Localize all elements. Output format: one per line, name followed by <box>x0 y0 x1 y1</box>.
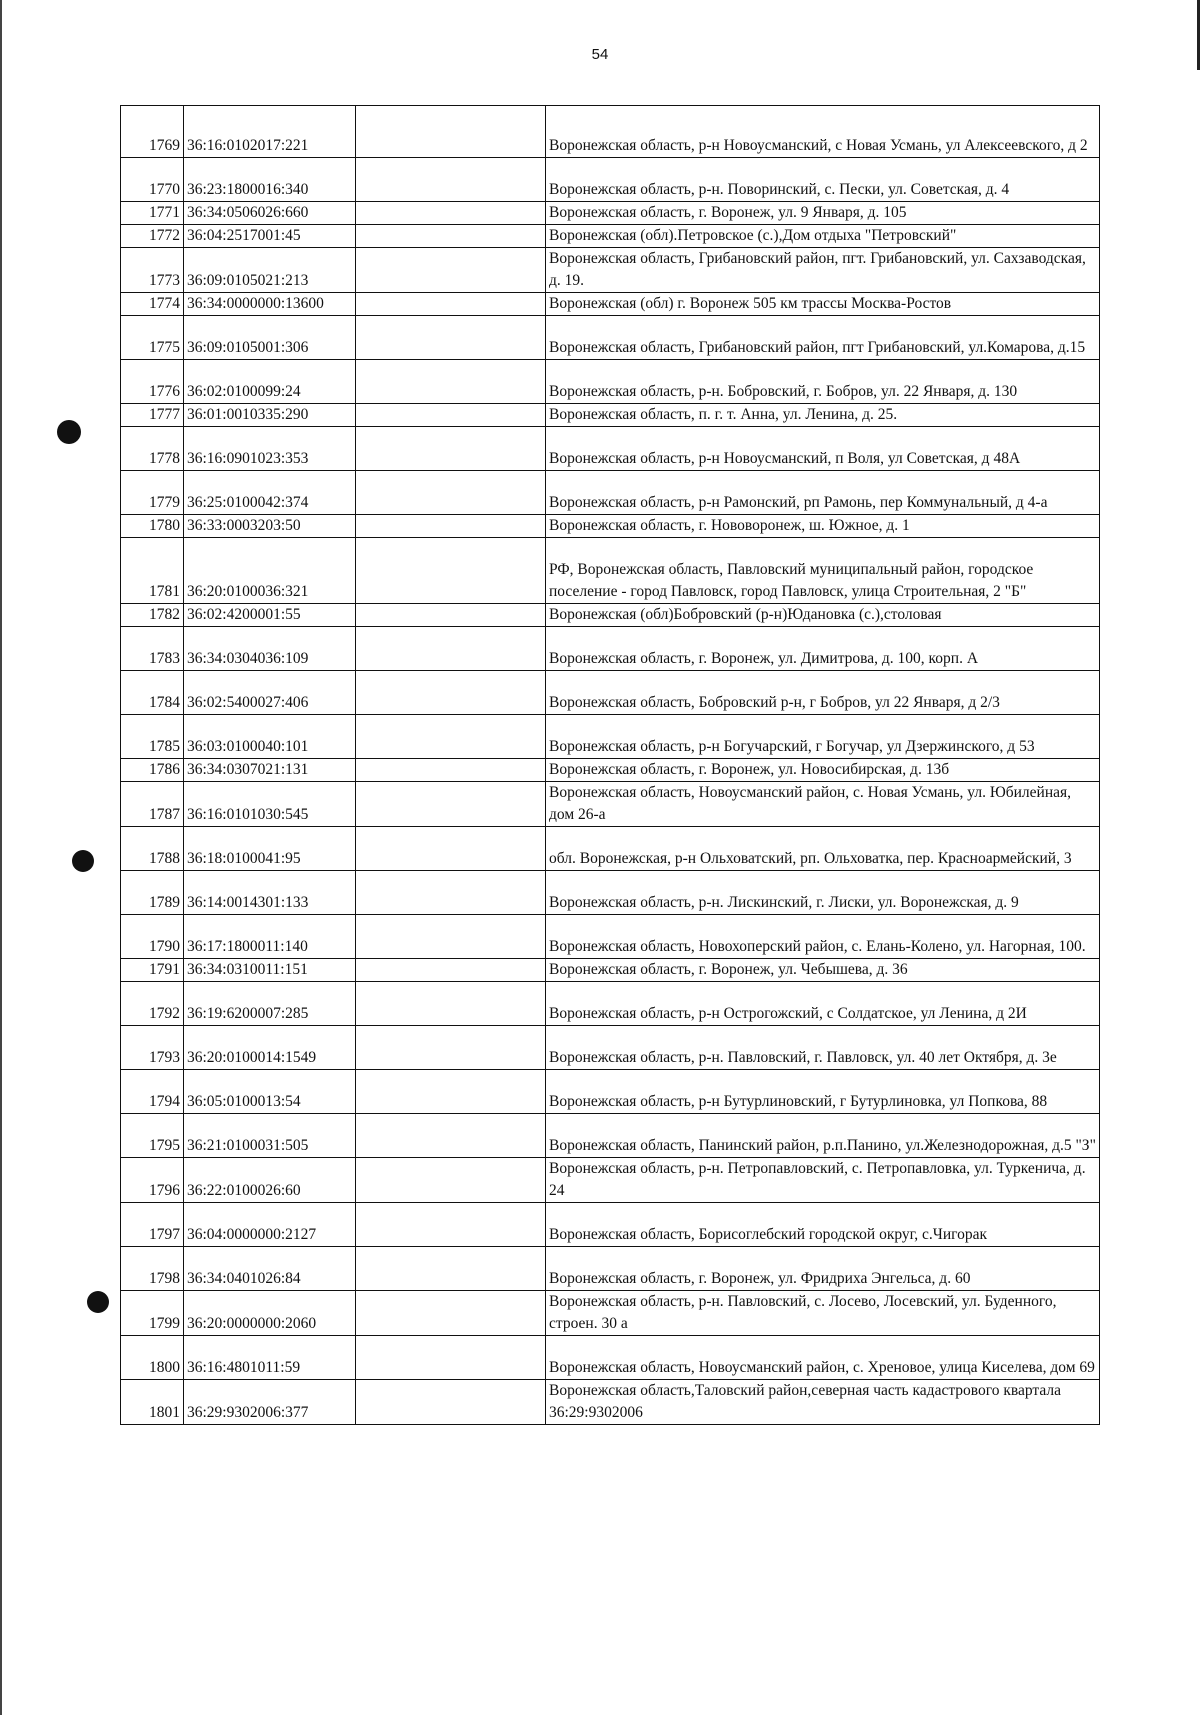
empty-cell <box>356 1070 546 1114</box>
address: Воронежская область, г. Воронеж, ул. 9 Января, д. 105 <box>546 202 1100 225</box>
address: обл. Воронежская, р-н Ольховатский, рп. Ольховатка, пер. Красноармейский, 3 <box>546 827 1100 871</box>
row-number: 1779 <box>121 471 184 515</box>
address: Воронежская область, р-н. Павловский, с. Лосево, Лосевский, ул. Буденного, строен. 30 а <box>546 1291 1100 1336</box>
cadastral-number: 36:17:1800011:140 <box>184 915 356 959</box>
row-number: 1783 <box>121 627 184 671</box>
cadastral-number: 36:02:5400027:406 <box>184 671 356 715</box>
address: Воронежская область, Борисоглебский городской округ, с.Чигорак <box>546 1203 1100 1247</box>
table-row <box>121 293 1100 316</box>
table-row <box>121 158 1100 202</box>
cadastral-number: 36:29:9302006:377 <box>184 1380 356 1425</box>
table-row <box>121 982 1100 1026</box>
cadastral-number: 36:05:0100013:54 <box>184 1070 356 1114</box>
empty-cell <box>356 471 546 515</box>
cadastral-number: 36:34:0310011:151 <box>184 959 356 982</box>
row-number: 1770 <box>121 158 184 202</box>
cadastral-number: 36:34:0506026:660 <box>184 202 356 225</box>
cadastral-number: 36:33:0003203:50 <box>184 515 356 538</box>
address: Воронежская область, р-н Богучарский, г Богучар, ул Дзержинского, д 53 <box>546 715 1100 759</box>
cadastral-number: 36:22:0100026:60 <box>184 1158 356 1203</box>
empty-cell <box>356 1291 546 1336</box>
table-row <box>121 471 1100 515</box>
address: Воронежская область, г. Воронеж, ул. Чебышева, д. 36 <box>546 959 1100 982</box>
row-number: 1785 <box>121 715 184 759</box>
cadastral-number: 36:20:0100036:321 <box>184 538 356 604</box>
empty-cell <box>356 759 546 782</box>
empty-cell <box>356 915 546 959</box>
row-number: 1787 <box>121 782 184 827</box>
empty-cell <box>356 1158 546 1203</box>
cadastral-number: 36:02:0100099:24 <box>184 360 356 404</box>
address: Воронежская область, р-н Новоусманский, с Новая Усмань, ул Алексеевского, д 2 <box>546 106 1100 158</box>
table-row <box>121 759 1100 782</box>
empty-cell <box>356 202 546 225</box>
empty-cell <box>356 1114 546 1158</box>
address: Воронежская (обл).Петровское (с.),Дом отдыха "Петровский" <box>546 225 1100 248</box>
empty-cell <box>356 715 546 759</box>
empty-cell <box>356 515 546 538</box>
scan-edge <box>0 0 2 1715</box>
empty-cell <box>356 782 546 827</box>
table-row <box>121 1070 1100 1114</box>
row-number: 1784 <box>121 671 184 715</box>
table-row <box>121 715 1100 759</box>
cadastral-number: 36:04:2517001:45 <box>184 225 356 248</box>
empty-cell <box>356 959 546 982</box>
table-row <box>121 248 1100 293</box>
address: Воронежская область, р-н Бутурлиновский, г Бутурлиновка, ул Попкова, 88 <box>546 1070 1100 1114</box>
empty-cell <box>356 1380 546 1425</box>
empty-cell <box>356 1203 546 1247</box>
address: Воронежская (обл)Бобровский (р-н)Юдановка (с.),столовая <box>546 604 1100 627</box>
address: Воронежская область, Панинский район, р.п.Панино, ул.Железнодорожная, д.5 "З" <box>546 1114 1100 1158</box>
address: Воронежская область, г. Воронеж, ул. Димитрова, д. 100, корп. А <box>546 627 1100 671</box>
address: Воронежская (обл) г. Воронеж 505 км трассы Москва-Ростов <box>546 293 1100 316</box>
table-row <box>121 959 1100 982</box>
empty-cell <box>356 316 546 360</box>
table-row <box>121 915 1100 959</box>
cadastral-number: 36:16:4801011:59 <box>184 1336 356 1380</box>
empty-cell <box>356 1336 546 1380</box>
table-row <box>121 671 1100 715</box>
address: Воронежская область, Новоусманский район, с. Новая Усмань, ул. Юбилейная, дом 26-а <box>546 782 1100 827</box>
table-row <box>121 404 1100 427</box>
row-number: 1772 <box>121 225 184 248</box>
address: Воронежская область, р-н. Павловский, г. Павловск, ул. 40 лет Октября, д. 3е <box>546 1026 1100 1070</box>
table-row <box>121 1026 1100 1070</box>
address: Воронежская область, г. Нововоронеж, ш. Южное, д. 1 <box>546 515 1100 538</box>
empty-cell <box>356 158 546 202</box>
ink-blot <box>57 420 81 444</box>
table-row <box>121 627 1100 671</box>
empty-cell <box>356 427 546 471</box>
empty-cell <box>356 604 546 627</box>
address: Воронежская область, г. Воронеж, ул. Фридриха Энгельса, д. 60 <box>546 1247 1100 1291</box>
row-number: 1799 <box>121 1291 184 1336</box>
address: Воронежская область, р-н. Поворинский, с. Пески, ул. Советская, д. 4 <box>546 158 1100 202</box>
row-number: 1791 <box>121 959 184 982</box>
address: Воронежская область, Новоусманский район, с. Хреновое, улица Киселева, дом 69 <box>546 1336 1100 1380</box>
row-number: 1778 <box>121 427 184 471</box>
cadastral-number: 36:02:4200001:55 <box>184 604 356 627</box>
row-number: 1789 <box>121 871 184 915</box>
row-number: 1782 <box>121 604 184 627</box>
row-number: 1781 <box>121 538 184 604</box>
empty-cell <box>356 871 546 915</box>
cadastral-number: 36:14:0014301:133 <box>184 871 356 915</box>
row-number: 1790 <box>121 915 184 959</box>
address: Воронежская область, р-н. Петропавловский, с. Петропавловка, ул. Туркенича, д. 24 <box>546 1158 1100 1203</box>
table-row <box>121 827 1100 871</box>
cadastral-number: 36:16:0901023:353 <box>184 427 356 471</box>
table-row <box>121 225 1100 248</box>
address: Воронежская область, р-н. Лискинский, г. Лиски, ул. Воронежская, д. 9 <box>546 871 1100 915</box>
row-number: 1775 <box>121 316 184 360</box>
address: Воронежская область, Новохоперский район, с. Елань-Колено, ул. Нагорная, 100. <box>546 915 1100 959</box>
address: Воронежская область, р-н. Бобровский, г. Бобров, ул. 22 Января, д. 130 <box>546 360 1100 404</box>
row-number: 1797 <box>121 1203 184 1247</box>
address: Воронежская область, Грибановский район, пгт Грибановский, ул.Комарова, д.15 <box>546 316 1100 360</box>
row-number: 1771 <box>121 202 184 225</box>
address: Воронежская область, Бобровский р-н, г Бобров, ул 22 Января, д 2/3 <box>546 671 1100 715</box>
cadastral-number: 36:34:0304036:109 <box>184 627 356 671</box>
page-number: 54 <box>591 46 609 63</box>
row-number: 1769 <box>121 106 184 158</box>
empty-cell <box>356 404 546 427</box>
table-row <box>121 871 1100 915</box>
empty-cell <box>356 248 546 293</box>
cadastral-number: 36:25:0100042:374 <box>184 471 356 515</box>
address: Воронежская область, Грибановский район, пгт. Грибановский, ул. Сахзаводская, д. 19. <box>546 248 1100 293</box>
table-row <box>121 1158 1100 1203</box>
cadastral-number: 36:16:0101030:545 <box>184 782 356 827</box>
registry-table-body <box>121 106 1100 1425</box>
row-number: 1777 <box>121 404 184 427</box>
table-row <box>121 1380 1100 1425</box>
cadastral-number: 36:34:0307021:131 <box>184 759 356 782</box>
cadastral-number: 36:01:0010335:290 <box>184 404 356 427</box>
cadastral-number: 36:34:0000000:13600 <box>184 293 356 316</box>
address: Воронежская область, р-н Новоусманский, п Воля, ул Советская, д 48А <box>546 427 1100 471</box>
empty-cell <box>356 293 546 316</box>
row-number: 1773 <box>121 248 184 293</box>
table-row <box>121 515 1100 538</box>
cadastral-number: 36:23:1800016:340 <box>184 158 356 202</box>
empty-cell <box>356 982 546 1026</box>
address: Воронежская область, р-н Рамонский, рп Рамонь, пер Коммунальный, д 4-а <box>546 471 1100 515</box>
table-row <box>121 1203 1100 1247</box>
table-row <box>121 604 1100 627</box>
registry-table <box>120 105 1100 1425</box>
row-number: 1780 <box>121 515 184 538</box>
empty-cell <box>356 627 546 671</box>
address: Воронежская область, п. г. т. Анна, ул. Ленина, д. 25. <box>546 404 1100 427</box>
row-number: 1788 <box>121 827 184 871</box>
row-number: 1776 <box>121 360 184 404</box>
table-row <box>121 360 1100 404</box>
row-number: 1792 <box>121 982 184 1026</box>
table-row <box>121 782 1100 827</box>
empty-cell <box>356 827 546 871</box>
cadastral-number: 36:20:0100014:1549 <box>184 1026 356 1070</box>
address: РФ, Воронежская область, Павловский муниципальный район, городское поселение - город Павловск, город Павловск, улица Строительная, 2 "Б" <box>546 538 1100 604</box>
ink-blot <box>87 1291 109 1313</box>
table-row <box>121 538 1100 604</box>
row-number: 1786 <box>121 759 184 782</box>
row-number: 1774 <box>121 293 184 316</box>
cadastral-number: 36:19:6200007:285 <box>184 982 356 1026</box>
cadastral-number: 36:04:0000000:2127 <box>184 1203 356 1247</box>
row-number: 1794 <box>121 1070 184 1114</box>
cadastral-number: 36:20:0000000:2060 <box>184 1291 356 1336</box>
cadastral-number: 36:16:0102017:221 <box>184 106 356 158</box>
address: Воронежская область,Таловский район,северная часть кадастрового квартала 36:29:9302006 <box>546 1380 1100 1425</box>
table-row <box>121 1114 1100 1158</box>
empty-cell <box>356 671 546 715</box>
table-row <box>121 106 1100 158</box>
table-row <box>121 1291 1100 1336</box>
cadastral-number: 36:21:0100031:505 <box>184 1114 356 1158</box>
table-row <box>121 202 1100 225</box>
table-row <box>121 316 1100 360</box>
cadastral-number: 36:09:0105001:306 <box>184 316 356 360</box>
row-number: 1798 <box>121 1247 184 1291</box>
address: Воронежская область, г. Воронеж, ул. Новосибирская, д. 13б <box>546 759 1100 782</box>
row-number: 1800 <box>121 1336 184 1380</box>
cadastral-number: 36:18:0100041:95 <box>184 827 356 871</box>
empty-cell <box>356 538 546 604</box>
empty-cell <box>356 106 546 158</box>
row-number: 1801 <box>121 1380 184 1425</box>
table-row <box>121 1336 1100 1380</box>
empty-cell <box>356 225 546 248</box>
table-row <box>121 1247 1100 1291</box>
empty-cell <box>356 1247 546 1291</box>
row-number: 1795 <box>121 1114 184 1158</box>
ink-blot <box>72 850 94 872</box>
address: Воронежская область, р-н Острогожский, с Солдатское, ул Ленина, д 2И <box>546 982 1100 1026</box>
cadastral-number: 36:03:0100040:101 <box>184 715 356 759</box>
cadastral-number: 36:09:0105021:213 <box>184 248 356 293</box>
table-row <box>121 427 1100 471</box>
row-number: 1793 <box>121 1026 184 1070</box>
empty-cell <box>356 360 546 404</box>
row-number: 1796 <box>121 1158 184 1203</box>
cadastral-number: 36:34:0401026:84 <box>184 1247 356 1291</box>
empty-cell <box>356 1026 546 1070</box>
